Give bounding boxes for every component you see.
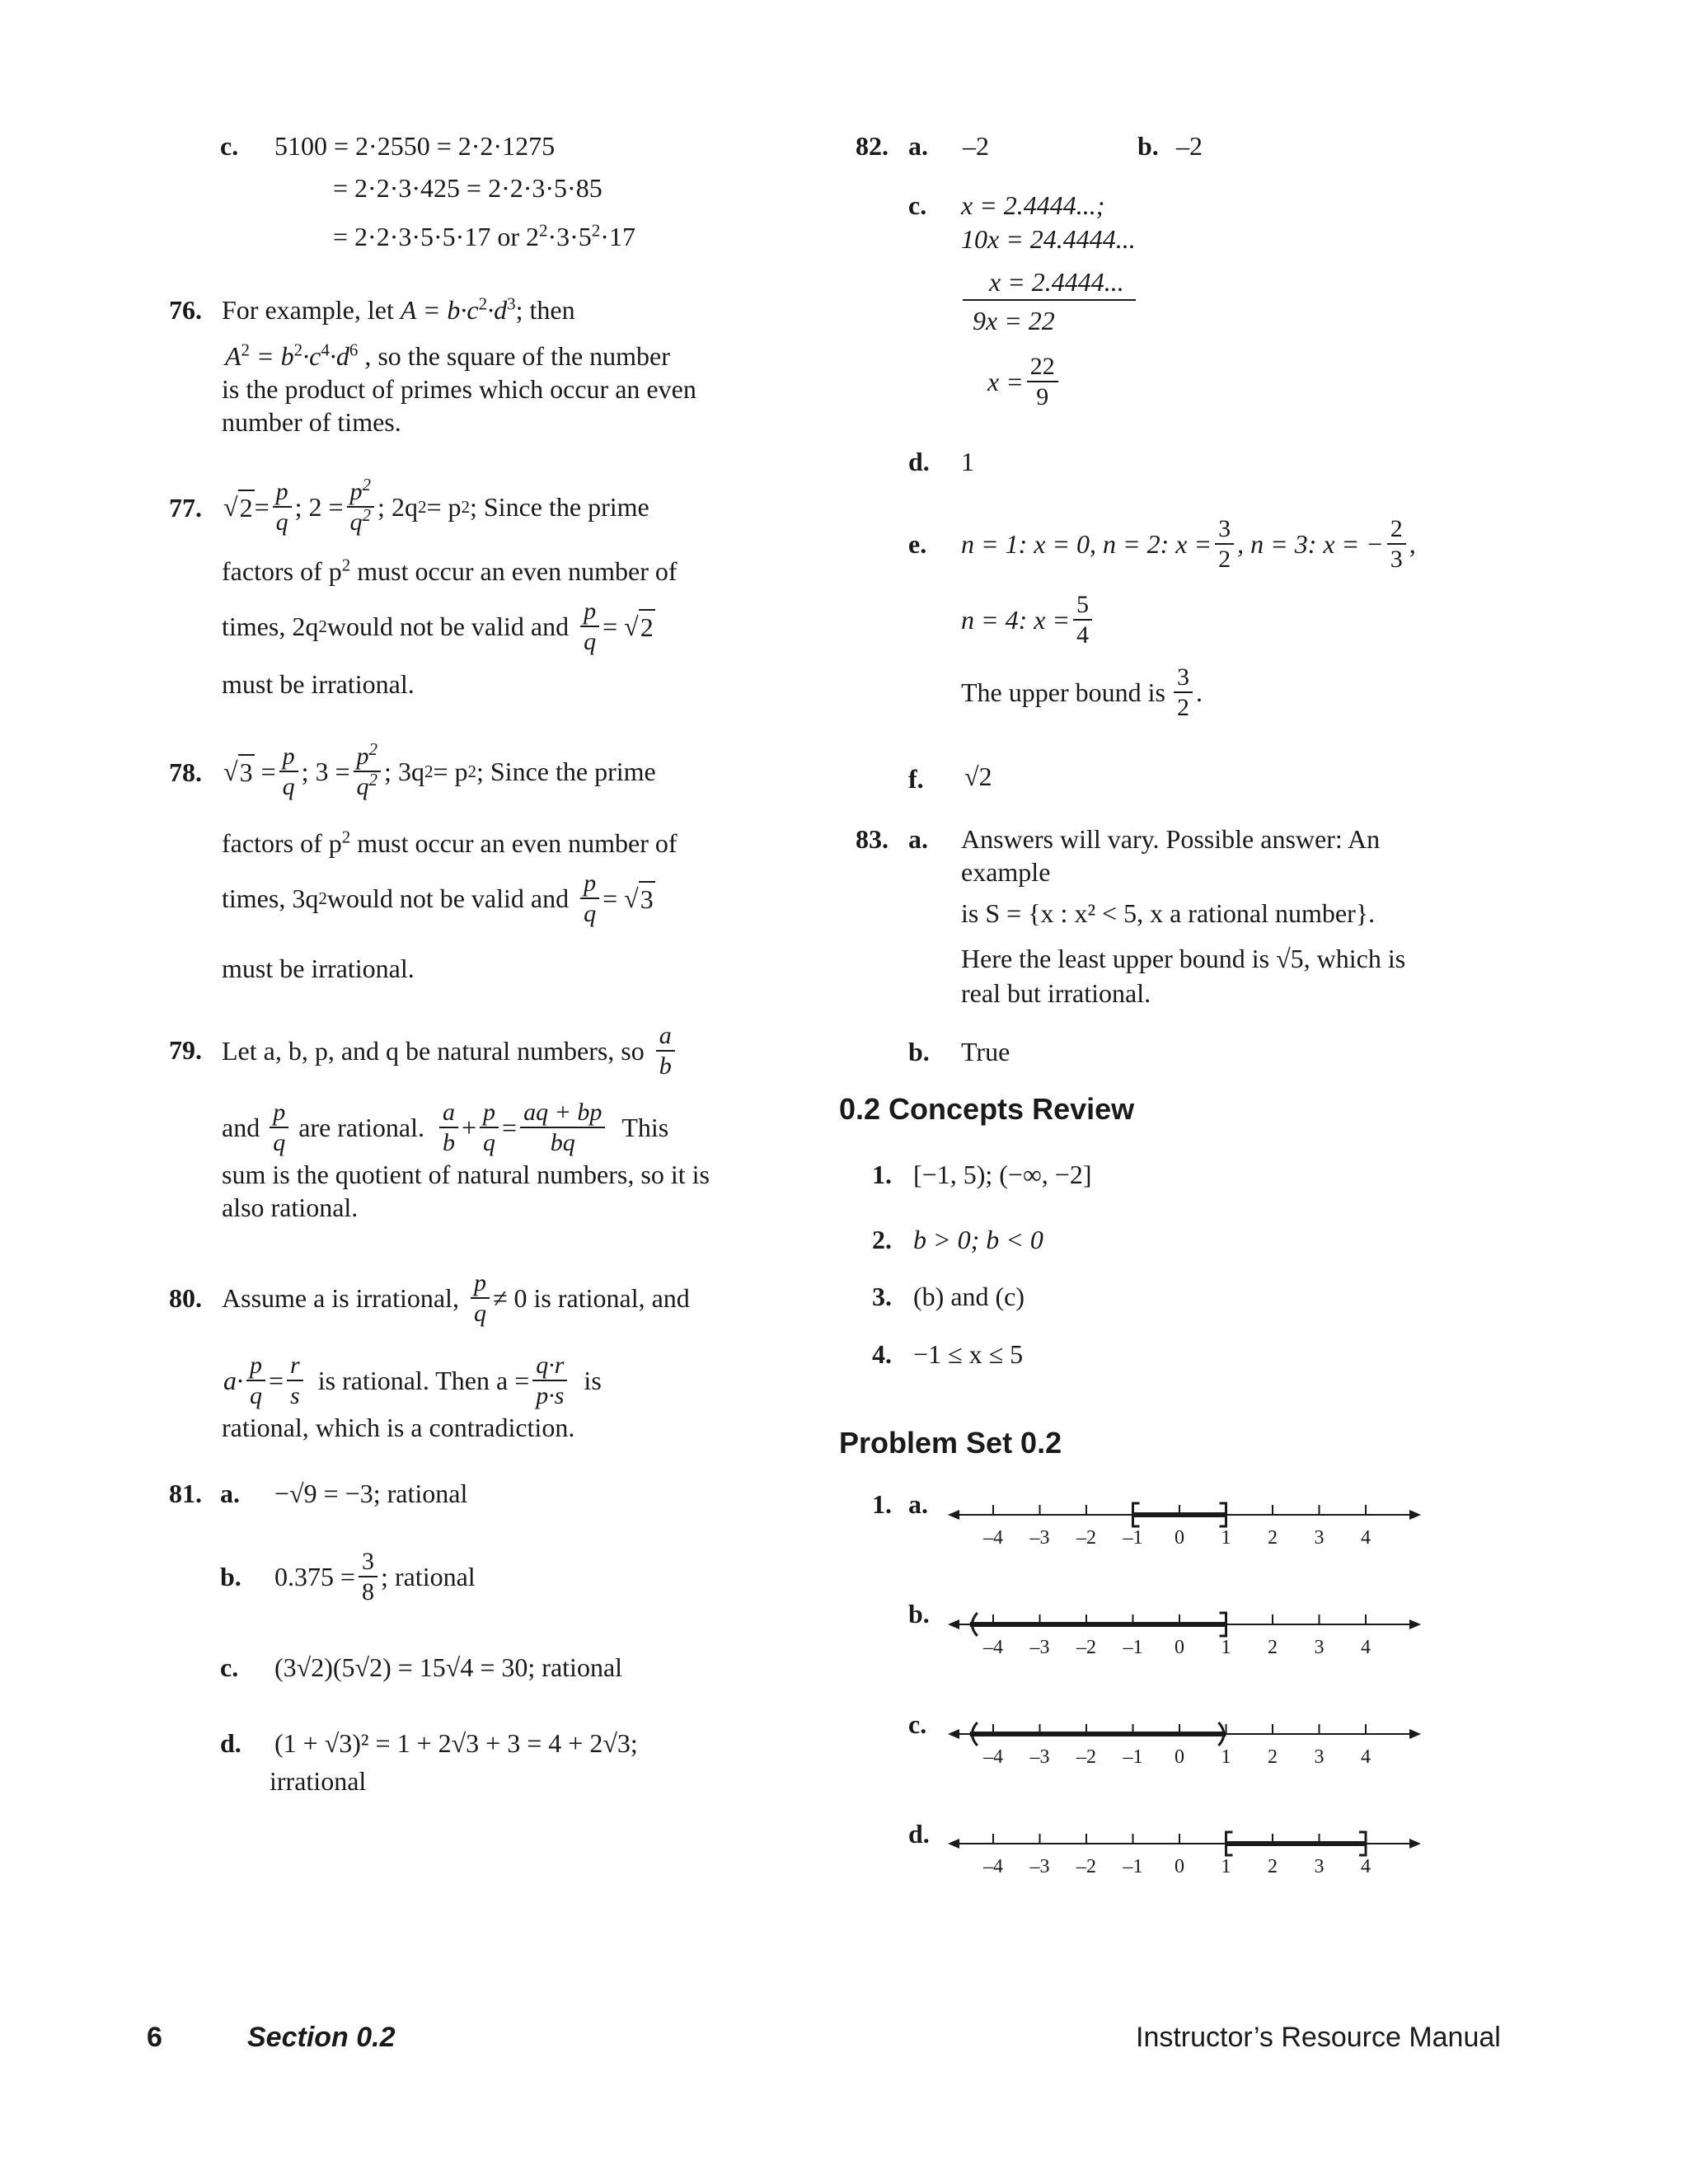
- equation-line: n = 4: x = $\frac{5}{4}$: [961, 583, 1095, 657]
- equation-line: 9x = 22: [973, 306, 1055, 335]
- text-line: is S = {x : x² < 5, x a rational number}.: [961, 898, 1376, 928]
- problem-number: 78.: [169, 757, 202, 787]
- tick-label: 3: [1314, 1746, 1325, 1768]
- tick-label: –4: [983, 1637, 1003, 1658]
- item-label: a.: [908, 1489, 928, 1519]
- item-label: b.: [1137, 131, 1159, 161]
- item-label: b.: [220, 1562, 241, 1591]
- arrow-left-icon: [948, 1729, 959, 1739]
- problem-number: 76.: [169, 295, 202, 325]
- equation-line: 10x = 24.4444...: [961, 224, 1136, 254]
- problem-number: 77.: [169, 493, 202, 523]
- text-line: factors of $p^2$ must occur an even number of: [222, 555, 678, 586]
- text-line: times, 2q 2 would not be valid and $\frac{p}{q}$ = √ 2: [222, 597, 654, 655]
- tick-label: 3: [1314, 1856, 1325, 1877]
- text-line: [−1, 5); (−∞, −2]: [913, 1160, 1092, 1189]
- tick-label: –2: [1076, 1856, 1096, 1877]
- number-lines-figure: [948, 1475, 1426, 1896]
- text-line: real but irrational.: [961, 978, 1151, 1008]
- text-line: rational, which is a contradiction.: [222, 1413, 575, 1442]
- section-label: Section 0.2: [247, 2022, 396, 2053]
- tick-label: –3: [1029, 1746, 1050, 1768]
- item-label: d.: [220, 1728, 241, 1758]
- tick-label: 2: [1268, 1637, 1278, 1658]
- text-line: factors of $p^2$ must occur an even number of: [222, 827, 678, 858]
- equation-line: √ 3 = $\frac{p}{q}$ ; 3 = $\frac{p^2}{q^2}$ ; 3q 2 = p 2 ; Since the prime: [223, 738, 656, 800]
- item-label: e.: [908, 529, 927, 559]
- section-heading: Problem Set 0.2: [839, 1426, 1062, 1460]
- text-line: is the product of primes which occur an even: [222, 374, 696, 404]
- tick-label: 4: [1361, 1527, 1371, 1549]
- item-label: a.: [908, 824, 928, 854]
- arrow-right-icon: [1409, 1729, 1421, 1739]
- tick-label: –1: [1123, 1527, 1143, 1549]
- equation-line: √ 2 = $\frac{p}{q}$ ; 2 = $\frac{p^2}{q^2}$ ; 2q 2 = p 2 ; Since the prime: [223, 474, 649, 536]
- tick-label: 2: [1268, 1527, 1278, 1549]
- text-line: (3√2)(5√2) = 15√4 = 30; rational: [274, 1652, 623, 1682]
- text-line: −√9 = −3; rational: [274, 1479, 468, 1508]
- problem-number: 82.: [856, 131, 889, 161]
- text-line: Let a, b, p, and q be natural numbers, so $\frac{a}{b}$: [222, 1014, 678, 1088]
- tick-label: 2: [1268, 1746, 1278, 1768]
- item-number: 2.: [872, 1225, 892, 1254]
- tick-label: –2: [1076, 1637, 1096, 1658]
- tick-label: 3: [1314, 1637, 1325, 1658]
- arrow-left-icon: [948, 1839, 959, 1849]
- equation-line: x = 2.4444...: [989, 267, 1124, 297]
- text-line: –2: [1176, 131, 1203, 161]
- text-line: $A^2 = b^2\cdot c^4\cdot d^6$ , so the square of the number: [225, 340, 670, 371]
- item-number: 3.: [872, 1282, 892, 1311]
- item-label: c.: [908, 190, 927, 220]
- manual-title: Instructor’s Resource Manual: [1136, 2022, 1501, 2053]
- text-line: Here the least upper bound is √5, which is: [961, 944, 1406, 973]
- arrow-right-icon: [1409, 1619, 1421, 1629]
- section-heading: 0.2 Concepts Review: [839, 1092, 1135, 1126]
- text-line: irrational: [270, 1766, 367, 1796]
- tick-label: –3: [1029, 1527, 1050, 1549]
- problem-number: 81.: [169, 1479, 202, 1508]
- text-line: Assume a is irrational, $\frac{p}{q}$ ≠ 0 is rational, and: [222, 1268, 690, 1327]
- text-line: a· $\frac{p}{q}$ = $\frac{r}{s}$ is rational. Then a = $\frac{q\cdot r}{p\cdot s}$ is: [223, 1351, 602, 1409]
- page-number: 6: [147, 2022, 162, 2053]
- item-label: c.: [220, 131, 239, 161]
- arrow-left-icon: [948, 1619, 959, 1629]
- item-number: 1.: [872, 1160, 892, 1189]
- arrow-right-icon: [1409, 1510, 1421, 1520]
- text-line: sum is the quotient of natural numbers, so it is: [222, 1160, 710, 1189]
- text-line: number of times.: [222, 407, 401, 437]
- problem-number: 80.: [169, 1283, 202, 1313]
- tick-label: 4: [1361, 1637, 1371, 1658]
- equation-line: = 2·2·3·5·5·17 or $2^2\cdot 3\cdot 5^2\cdot 17$: [333, 220, 635, 251]
- item-label: a.: [908, 131, 928, 161]
- tick-label: –3: [1029, 1856, 1050, 1877]
- tick-label: 2: [1268, 1856, 1278, 1877]
- text-line: 0.375 = $\frac{3}{8}$ ; rational: [274, 1547, 476, 1605]
- text-line: (b) and (c): [913, 1282, 1025, 1311]
- text-line: b > 0; b < 0: [913, 1225, 1043, 1254]
- tick-label: 0: [1175, 1856, 1184, 1877]
- text-line: example: [961, 857, 1051, 887]
- problem-number: 1.: [872, 1489, 892, 1519]
- tick-label: 1: [1221, 1856, 1231, 1877]
- tick-label: –1: [1123, 1856, 1143, 1877]
- tick-label: –4: [983, 1856, 1003, 1877]
- tick-label: 1: [1221, 1746, 1231, 1768]
- equation-line: n = 1: x = 0, n = 2: x = $\frac{3}{2}$ , n = 3: x = − $\frac{2}{3}$ ,: [961, 514, 1416, 573]
- text-line: True: [961, 1037, 1010, 1066]
- tick-label: 0: [1175, 1746, 1184, 1768]
- text-line: 1: [961, 447, 974, 476]
- tick-label: –2: [1076, 1527, 1096, 1549]
- item-number: 4.: [872, 1339, 892, 1369]
- text-line: √2: [964, 762, 992, 791]
- arrow-left-icon: [948, 1510, 959, 1520]
- equation-line: x = $\frac{22}{9}$: [987, 344, 1062, 419]
- tick-label: 4: [1361, 1746, 1371, 1768]
- problem-number: 83.: [856, 824, 889, 854]
- tick-label: –4: [983, 1746, 1003, 1768]
- item-label: d.: [908, 447, 930, 476]
- tick-label: 3: [1314, 1527, 1325, 1549]
- tick-label: 1: [1221, 1637, 1231, 1658]
- tick-label: –1: [1123, 1637, 1143, 1658]
- problem-number: 79.: [169, 1035, 202, 1065]
- tick-label: –4: [983, 1527, 1003, 1549]
- item-label: c.: [908, 1709, 927, 1739]
- item-label: f.: [908, 764, 924, 794]
- item-label: b.: [908, 1037, 930, 1066]
- text-line: must be irrational.: [222, 954, 415, 983]
- text-line: The upper bound is $\frac{3}{2}$ .: [961, 663, 1203, 721]
- item-label: c.: [220, 1652, 239, 1682]
- text-line: also rational.: [222, 1193, 359, 1222]
- item-label: b.: [908, 1599, 930, 1629]
- arrow-right-icon: [1409, 1839, 1421, 1849]
- text-line: times, 3q 2 would not be valid and $\frac{p}{q}$ = √ 3: [222, 869, 654, 927]
- tick-label: –3: [1029, 1637, 1050, 1658]
- text-line: −1 ≤ x ≤ 5: [913, 1339, 1024, 1369]
- text-line: For example, let $A = b\cdot c^2\cdot d^3$; then: [222, 293, 575, 325]
- text-line: –2: [963, 131, 989, 161]
- tick-label: 1: [1221, 1527, 1231, 1549]
- tick-label: 0: [1175, 1637, 1184, 1658]
- text-line: and $\frac{p}{q}$ are rational. $\frac{a}{b}$ + $\frac{p}{q}$ = $\frac{aq + bp}{bq}$ This: [222, 1098, 669, 1156]
- equation-line: = 2·2·3·425 = 2·2·3·5·85: [333, 173, 603, 203]
- item-label: d.: [908, 1819, 930, 1849]
- subtraction-rule: [963, 299, 1136, 301]
- equation-line: 5100 = 2·2550 = 2·2·1275: [274, 131, 556, 161]
- text-line: (1 + √3)² = 1 + 2√3 + 3 = 4 + 2√3;: [274, 1728, 638, 1758]
- tick-label: 0: [1175, 1527, 1184, 1549]
- tick-label: –1: [1123, 1746, 1143, 1768]
- item-label: a.: [220, 1479, 240, 1508]
- text-line: Answers will vary. Possible answer: An: [961, 824, 1381, 854]
- text-line: must be irrational.: [222, 669, 415, 699]
- tick-label: 4: [1361, 1856, 1371, 1877]
- tick-label: –2: [1076, 1746, 1096, 1768]
- equation-line: x = 2.4444...;: [961, 190, 1105, 220]
